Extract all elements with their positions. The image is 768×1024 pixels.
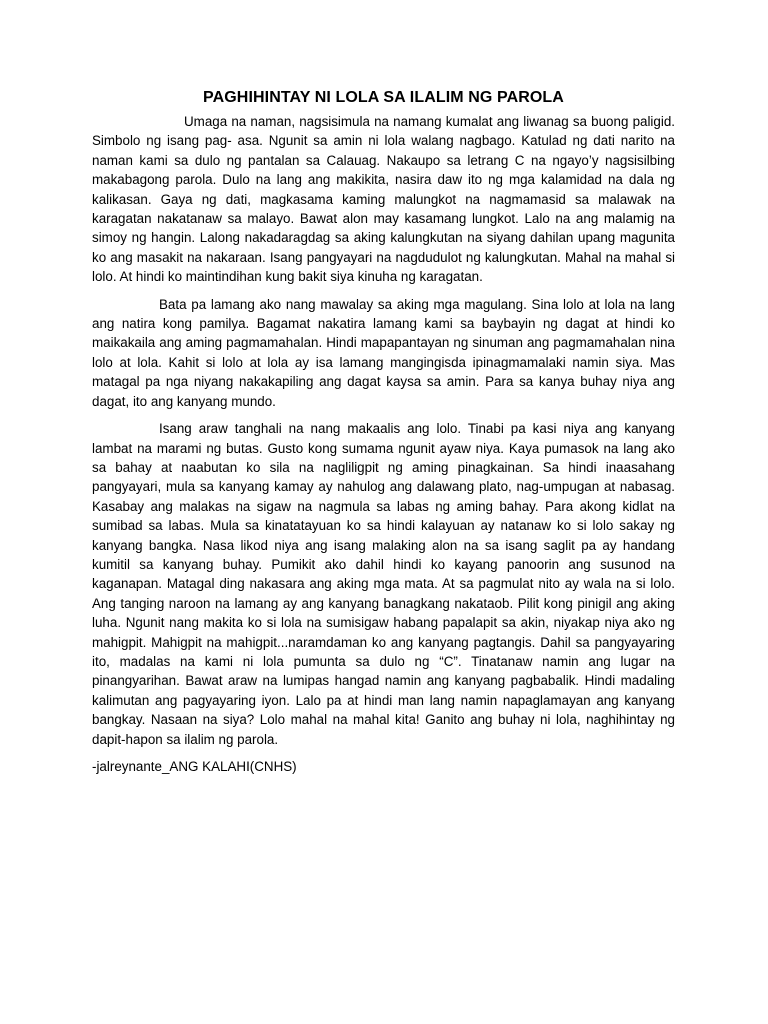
paragraph-2: Bata pa lamang ako nang mawalay sa aking mga magulang. Sina lolo at lola na lang ang natira kong pamilya. Bagamat nakatira lamang kami sa baybayin ng dagat at hindi ko maikakaila ang aming pagmamahalan. Hindi mapapantayan ng sinuman ang pagmamahalan nina lolo at lola. Kahit si lolo at lola ay isa lamang mangingisda ipinagmamalaki namin siya. Mas matagal pa nga niyang nakakapiling ang dagat kaysa sa amin. Para sa kanya buhay niya ang dagat, ito ang kanyang mundo. [92,296,675,409]
paragraph-3: Isang araw tanghali na nang makaalis ang lolo. Tinabi pa kasi niya ang kanyang lambat na marami ng butas. Gusto kong sumama ngunit ayaw niya. Kaya pumasok na lang ako sa bahay at naabutan ko sila na nagliligpit ng aming pinagkainan. Sa hindi inaasahang pangyayari, mula sa kanyang kamay ay nahulog ang dalawang plato, nag-umpugan at nabasag. Kasabay ang malakas na sigaw na nagmula sa labas ng aming bahay. Para akong kidlat na sumibad sa labas. Mula sa kinatatayuan ko sa hindi kalayuan ay natanaw ko si lolo sakay ng kanyang bangka. Nasa likod niya ang isang malaking alon na sa isang saglit pa ay handang kumitil sa kanyang buhay. Pumikit ako dahil hindi ko kayang panoorin ang susunod na kaganapan. Matagal ding nakasara ang aking mga mata. At sa pagmulat nito ay wala na si lolo. Ang tanging naroon na lamang ay ang kanyang banagkang nakataob. Pilit kong pinigil ang aking luha. Ngunit nang makita ko si lola na sumisigaw habang papalapit sa akin, niyakap niya ako ng mahigpit. Mahigpit na mahigpit...naramdaman ko ang kanyang pagtangis. Dahil sa pangyayaring ito, madalas na kami ni lola pumunta sa dulo ng “C”. Tinatanaw namin ang lugar na pinangyarihan. Bawat araw na lumipas hangad namin ang kanyang pagbabalik. Hindi madaling kalimutan ang pagyayaring iyon. Lalo pa at hindi man lang namin napaglamayan ang kanyang bangkay. Nasaan na siya? Lolo mahal na mahal kita! Ganito ang buhay ni lola, naghihintay ng dapit-hapon sa ilalim ng parola. [92,421,675,747]
document-page [92,88,675,776]
author-signature: -jalreynante_ANG KALAHI(CNHS) [92,759,297,774]
document-title: PAGHIHINTAY NI LOLA SA ILALIM NG PAROLA [203,89,564,106]
paragraph-1: Umaga na naman, nagsisimula na namang kumalat ang liwanag sa buong paligid. Simbolo ng isang pag- asa. Ngunit sa amin ni lola walang nagbago. Katulad ng dati narito na naman kami sa dulo ng pantalan sa Calauag. Nakaupo sa letrang C na ngayo’y nagsisilbing makabagong parola. Dulo na lang ang makikita, nasira daw ito ng mga kalamidad na dala ng kalikasan. Gaya ng dati, magkasama kaming malungkot na nagmamasid sa malawak na karagatan nakatanaw sa malayo. Bawat alon may kasamang lungkot. Lalo na ang malamig na simoy ng hangin. Lalong nakadaragdag sa aking kalungkutan na siyang dahilan upang magunita ko ang masakit na nakaraan. Isang pangyayari na nagdudulot ng kalungkutan. Mahal na mahal si lolo. At hindi ko maintindihan kung bakit siya kinuha ng karagatan. [92,114,675,285]
